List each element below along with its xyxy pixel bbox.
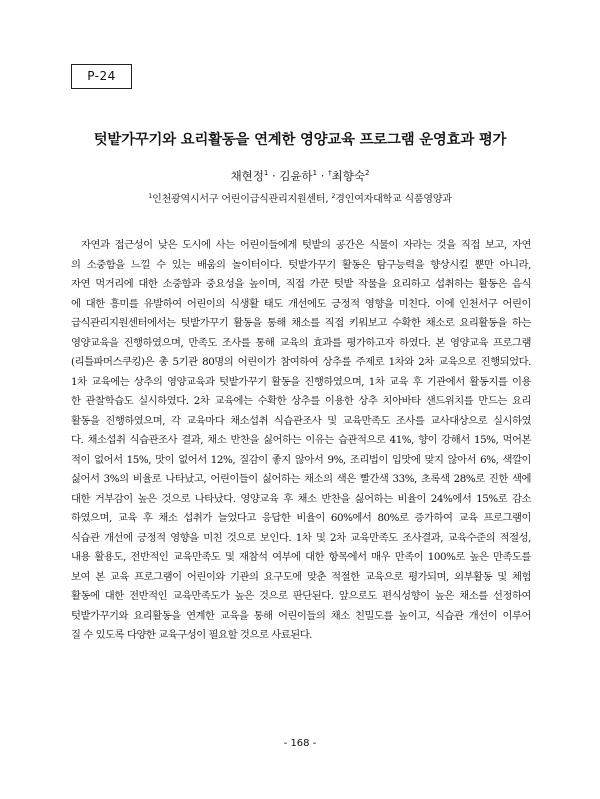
abstract-line: 자연과 접근성이 낮은 도시에 사는 어린이들에게 텃밭의 공간은 식물이 자라는 것을 직접 보고, 자연 [81,239,531,251]
affiliation-text: 경인여자대학교 식품영양과 [335,194,452,205]
affiliation-mark: 2 [331,192,336,200]
author-name: 최향숙 [331,169,365,183]
author-separator: · [320,169,325,183]
abstract-line: 영양교육을 진행하였으며, 만족도 조사를 통해 교육의 효과를 평가하고자 하였다. 본 영양교육 프로그램 [71,336,531,349]
abstract-line: 대한 거부감이 높은 것으로 나타났다. 영양교육 후 채소 반찬을 싫어하는 비율이 24%에서 15%로 감소 [71,492,531,505]
abstract-line: 적이 없어서 15%, 맛이 없어서 12%, 질감이 좋지 않아서 9%, 조리법이 입맛에 맞지 않아서 6%, 색깔이 [71,453,531,466]
abstract-line: 싫어서 3%의 비율로 나타났고, 어린이들이 싫어하는 채소의 색은 빨간색 33%, 초록색 28%로 진한 색에 [71,473,531,485]
affiliation-line [0,190,600,205]
abstract-line: 에 대한 흥미를 유발하여 어린이의 식생활 태도 개선에도 긍정적 영향을 미친다. 이에 인천서구 어린이 [71,297,531,310]
affiliation-text: 인천광역시서구 어린이급식관리지원센터, [152,194,329,205]
abstract-line: 활동에 대한 전반적인 교육만족도가 높은 것으로 판단된다. 앞으로도 편식성향이 높은 채소를 선정하여 [71,590,531,602]
abstract-line: 급식관리지원센터에서는 텃밭가꾸기 활동을 통해 채소를 직접 키워보고 수확한 채소로 요리활동을 하는 [71,317,531,329]
abstract-code: P-24 [87,69,116,83]
abstract-line: 보여 본 교육 프로그램이 어린이와 기관의 요구도에 맞춘 적절한 교육으로 평가되며, 외부활동 및 체험 [71,570,531,583]
author-separator: · [272,169,276,183]
author-affiliation-mark: 1 [263,169,269,177]
abstract-line: 내용 활용도, 전반적인 교육만족도 및 재참석 여부에 대한 항목에서 매우 만족이 100%로 높은 만족도를 [71,551,531,563]
page-number: - 168 - [283,738,317,749]
abstract-line: 1차 교육에는 상추의 영양교육과 텃밭가꾸기 활동을 진행하였으며, 1차 교육 후 기관에서 활동지를 이용 [71,375,531,388]
abstract-line: 활동을 진행하였으며, 각 교육마다 채소섭취 식습관조사 및 교육만족도 조사를 교사대상으로 실시하였 [71,414,531,427]
abstract-line: 의 소중함을 느낄 수 있는 배움의 놀이터이다. 텃밭가꾸기 활동은 탐구능력을 향상시킬 뿐만 아니라, [71,258,531,271]
abstract-line: (리틀파머스쿠킹)은 총 5기관 80명의 어린이가 참여하여 상추를 주제로 1차와 2차 교육으로 진행되었다. [71,356,531,368]
paper-title: 텃밭가꾸기와 요리활동을 연계한 영양교육 프로그램 운영효과 평가 [93,132,507,148]
abstract-body [71,236,531,646]
abstract-line: 질 수 있도록 다양한 교육구성이 필요할 것으로 사료된다. [71,629,313,641]
abstract-line: 자연 먹거리에 대한 소중함과 중요성을 높이며, 직접 가꾼 텃밭 작물을 요리하고 섭취하는 활동은 음식 [71,278,531,290]
author-name: 김윤하 [279,169,313,183]
author-list [0,168,600,184]
affiliation-mark: 1 [148,192,153,200]
abstract-line: 다. 채소섭취 식습관조사 결과, 채소 반찬을 싫어하는 이유는 습관적으로 41%, 향이 강해서 15%, 먹어본 [71,434,531,446]
author-name: 채현정 [230,169,264,183]
abstract-code-box [71,64,132,89]
abstract-line: 텃밭가꾸기와 요리활동을 연계한 교육을 통해 어린이들의 채소 친밀도를 높이고, 식습관 개선이 이루어 [71,609,531,622]
author-affiliation-mark: 1 [312,169,318,177]
author-affiliation-mark: 2 [364,169,370,177]
abstract-line: 한 관찰학습도 실시하였다. 2차 교육에는 수확한 상추를 이용한 상추 치아바타 샌드위치를 만드는 요리 [71,395,531,407]
abstract-line: 식습관 개선에 긍정적 영향을 미친 것으로 보인다. 1차 및 2차 교육만족도 조사결과, 교육수준의 적절성, [71,531,531,544]
abstract-line: 하였으며, 교육 후 채소 섭취가 늘었다고 응답한 비율이 60%에서 80%로 증가하여 교육 프로그램이 [71,512,531,524]
corresponding-author-mark: † [328,169,332,177]
